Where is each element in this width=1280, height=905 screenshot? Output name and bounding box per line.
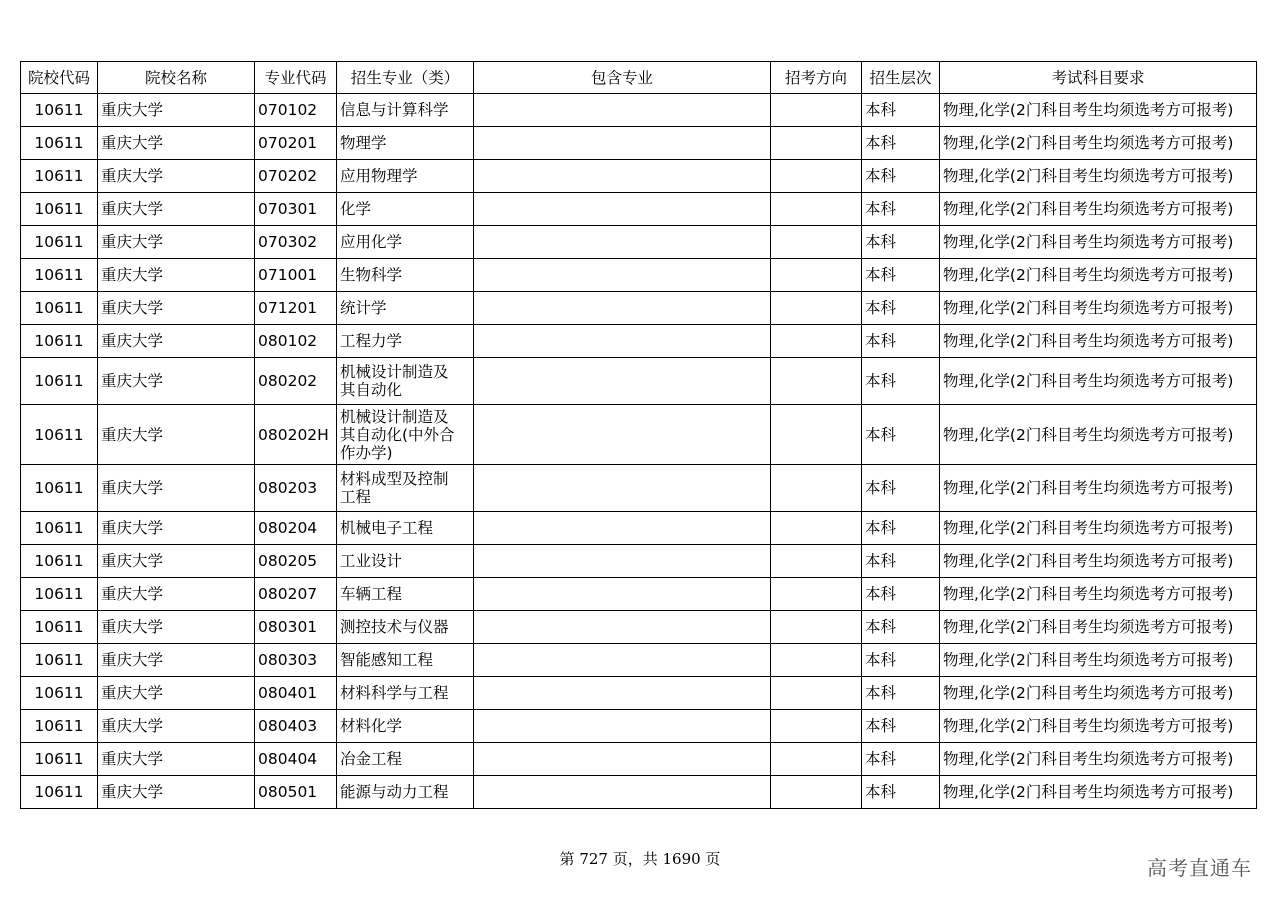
cell-subject-requirements: 物理,化学(2门科目考生均须选考方可报考) bbox=[940, 545, 1257, 578]
cell-major-name: 能源与动力工程 bbox=[337, 776, 474, 809]
cell-major-name: 应用化学 bbox=[337, 226, 474, 259]
cell-included-majors bbox=[474, 512, 771, 545]
cell-major-code: 080202 bbox=[255, 358, 337, 405]
cell-direction bbox=[771, 512, 862, 545]
cell-major-code: 080205 bbox=[255, 545, 337, 578]
cell-school-name: 重庆大学 bbox=[98, 94, 255, 127]
cell-subject-requirements: 物理,化学(2门科目考生均须选考方可报考) bbox=[940, 325, 1257, 358]
cell-school-name: 重庆大学 bbox=[98, 611, 255, 644]
cell-subject-requirements: 物理,化学(2门科目考生均须选考方可报考) bbox=[940, 512, 1257, 545]
table-row bbox=[21, 193, 1257, 226]
cell-school-code: 10611 bbox=[21, 358, 98, 405]
table-header-row bbox=[21, 62, 1257, 94]
cell-school-name: 重庆大学 bbox=[98, 776, 255, 809]
cell-included-majors bbox=[474, 644, 771, 677]
cell-subject-requirements: 物理,化学(2门科目考生均须选考方可报考) bbox=[940, 358, 1257, 405]
header-direction: 招考方向 bbox=[771, 62, 862, 94]
cell-major-code: 070202 bbox=[255, 160, 337, 193]
cell-school-name: 重庆大学 bbox=[98, 325, 255, 358]
cell-school-code: 10611 bbox=[21, 677, 98, 710]
table-row bbox=[21, 465, 1257, 512]
cell-major-name: 机械电子工程 bbox=[337, 512, 474, 545]
cell-level: 本科 bbox=[862, 193, 940, 226]
cell-included-majors bbox=[474, 193, 771, 226]
cell-direction bbox=[771, 677, 862, 710]
cell-included-majors bbox=[474, 405, 771, 465]
cell-included-majors bbox=[474, 259, 771, 292]
cell-school-name: 重庆大学 bbox=[98, 193, 255, 226]
cell-school-name: 重庆大学 bbox=[98, 545, 255, 578]
table-row bbox=[21, 405, 1257, 465]
table-row bbox=[21, 677, 1257, 710]
header-school-code: 院校代码 bbox=[21, 62, 98, 94]
cell-school-name: 重庆大学 bbox=[98, 578, 255, 611]
table-row bbox=[21, 578, 1257, 611]
cell-included-majors bbox=[474, 160, 771, 193]
cell-level: 本科 bbox=[862, 465, 940, 512]
cell-major-name: 信息与计算科学 bbox=[337, 94, 474, 127]
cell-subject-requirements: 物理,化学(2门科目考生均须选考方可报考) bbox=[940, 465, 1257, 512]
cell-level: 本科 bbox=[862, 127, 940, 160]
cell-school-name: 重庆大学 bbox=[98, 405, 255, 465]
cell-school-name: 重庆大学 bbox=[98, 710, 255, 743]
cell-major-code: 080404 bbox=[255, 743, 337, 776]
cell-level: 本科 bbox=[862, 94, 940, 127]
cell-major-code: 070102 bbox=[255, 94, 337, 127]
cell-school-code: 10611 bbox=[21, 512, 98, 545]
cell-major-name: 工业设计 bbox=[337, 545, 474, 578]
cell-subject-requirements: 物理,化学(2门科目考生均须选考方可报考) bbox=[940, 644, 1257, 677]
header-level: 招生层次 bbox=[862, 62, 940, 94]
cell-school-name: 重庆大学 bbox=[98, 743, 255, 776]
cell-direction bbox=[771, 776, 862, 809]
cell-included-majors bbox=[474, 545, 771, 578]
cell-direction bbox=[771, 226, 862, 259]
cell-subject-requirements: 物理,化学(2门科目考生均须选考方可报考) bbox=[940, 259, 1257, 292]
table-row bbox=[21, 160, 1257, 193]
cell-major-name: 统计学 bbox=[337, 292, 474, 325]
cell-school-name: 重庆大学 bbox=[98, 160, 255, 193]
cell-school-code: 10611 bbox=[21, 710, 98, 743]
table-row bbox=[21, 259, 1257, 292]
cell-major-name: 材料成型及控制 工程 bbox=[337, 465, 474, 512]
cell-direction bbox=[771, 545, 862, 578]
cell-subject-requirements: 物理,化学(2门科目考生均须选考方可报考) bbox=[940, 710, 1257, 743]
cell-direction bbox=[771, 465, 862, 512]
cell-direction bbox=[771, 259, 862, 292]
cell-major-code: 080403 bbox=[255, 710, 337, 743]
table-row bbox=[21, 325, 1257, 358]
cell-major-name: 应用物理学 bbox=[337, 160, 474, 193]
cell-subject-requirements: 物理,化学(2门科目考生均须选考方可报考) bbox=[940, 226, 1257, 259]
cell-included-majors bbox=[474, 611, 771, 644]
cell-school-name: 重庆大学 bbox=[98, 226, 255, 259]
cell-direction bbox=[771, 578, 862, 611]
header-major-code: 专业代码 bbox=[255, 62, 337, 94]
table-row bbox=[21, 545, 1257, 578]
cell-direction bbox=[771, 743, 862, 776]
cell-school-code: 10611 bbox=[21, 644, 98, 677]
cell-included-majors bbox=[474, 743, 771, 776]
cell-school-code: 10611 bbox=[21, 226, 98, 259]
cell-included-majors bbox=[474, 776, 771, 809]
cell-school-code: 10611 bbox=[21, 776, 98, 809]
cell-direction bbox=[771, 611, 862, 644]
cell-subject-requirements: 物理,化学(2门科目考生均须选考方可报考) bbox=[940, 776, 1257, 809]
cell-included-majors bbox=[474, 358, 771, 405]
cell-direction bbox=[771, 292, 862, 325]
table-row bbox=[21, 512, 1257, 545]
cell-direction bbox=[771, 710, 862, 743]
table-row bbox=[21, 358, 1257, 405]
cell-school-code: 10611 bbox=[21, 465, 98, 512]
cell-level: 本科 bbox=[862, 160, 940, 193]
cell-major-code: 080301 bbox=[255, 611, 337, 644]
cell-major-code: 070302 bbox=[255, 226, 337, 259]
cell-level: 本科 bbox=[862, 710, 940, 743]
cell-major-name: 冶金工程 bbox=[337, 743, 474, 776]
cell-direction bbox=[771, 193, 862, 226]
cell-school-code: 10611 bbox=[21, 160, 98, 193]
table-row bbox=[21, 292, 1257, 325]
cell-major-name: 机械设计制造及 其自动化 bbox=[337, 358, 474, 405]
cell-school-name: 重庆大学 bbox=[98, 465, 255, 512]
cell-major-code: 070201 bbox=[255, 127, 337, 160]
cell-included-majors bbox=[474, 94, 771, 127]
table-row bbox=[21, 743, 1257, 776]
cell-level: 本科 bbox=[862, 226, 940, 259]
cell-included-majors bbox=[474, 127, 771, 160]
cell-major-code: 080207 bbox=[255, 578, 337, 611]
table-body bbox=[21, 94, 1257, 809]
cell-level: 本科 bbox=[862, 259, 940, 292]
cell-direction bbox=[771, 160, 862, 193]
cell-included-majors bbox=[474, 325, 771, 358]
cell-school-name: 重庆大学 bbox=[98, 259, 255, 292]
cell-subject-requirements: 物理,化学(2门科目考生均须选考方可报考) bbox=[940, 292, 1257, 325]
cell-school-name: 重庆大学 bbox=[98, 358, 255, 405]
cell-school-code: 10611 bbox=[21, 743, 98, 776]
cell-school-code: 10611 bbox=[21, 193, 98, 226]
cell-school-code: 10611 bbox=[21, 292, 98, 325]
cell-school-name: 重庆大学 bbox=[98, 644, 255, 677]
cell-level: 本科 bbox=[862, 677, 940, 710]
cell-major-name: 智能感知工程 bbox=[337, 644, 474, 677]
header-subject-requirements: 考试科目要求 bbox=[940, 62, 1257, 94]
cell-school-code: 10611 bbox=[21, 405, 98, 465]
header-major-name: 招生专业（类） bbox=[337, 62, 474, 94]
cell-level: 本科 bbox=[862, 358, 940, 405]
cell-major-name: 材料化学 bbox=[337, 710, 474, 743]
cell-major-name: 机械设计制造及 其自动化(中外合 作办学) bbox=[337, 405, 474, 465]
cell-direction bbox=[771, 358, 862, 405]
cell-level: 本科 bbox=[862, 512, 940, 545]
cell-major-name: 车辆工程 bbox=[337, 578, 474, 611]
cell-included-majors bbox=[474, 292, 771, 325]
cell-subject-requirements: 物理,化学(2门科目考生均须选考方可报考) bbox=[940, 611, 1257, 644]
cell-school-code: 10611 bbox=[21, 259, 98, 292]
cell-subject-requirements: 物理,化学(2门科目考生均须选考方可报考) bbox=[940, 405, 1257, 465]
table-row bbox=[21, 94, 1257, 127]
cell-subject-requirements: 物理,化学(2门科目考生均须选考方可报考) bbox=[940, 578, 1257, 611]
cell-direction bbox=[771, 325, 862, 358]
cell-level: 本科 bbox=[862, 545, 940, 578]
cell-major-code: 080401 bbox=[255, 677, 337, 710]
cell-school-name: 重庆大学 bbox=[98, 127, 255, 160]
cell-subject-requirements: 物理,化学(2门科目考生均须选考方可报考) bbox=[940, 94, 1257, 127]
cell-direction bbox=[771, 94, 862, 127]
page-number: 第 727 页，共 1690 页 bbox=[559, 850, 721, 868]
cell-subject-requirements: 物理,化学(2门科目考生均须选考方可报考) bbox=[940, 160, 1257, 193]
cell-major-name: 生物科学 bbox=[337, 259, 474, 292]
cell-subject-requirements: 物理,化学(2门科目考生均须选考方可报考) bbox=[940, 677, 1257, 710]
cell-major-name: 工程力学 bbox=[337, 325, 474, 358]
cell-major-code: 071201 bbox=[255, 292, 337, 325]
cell-school-name: 重庆大学 bbox=[98, 677, 255, 710]
cell-level: 本科 bbox=[862, 405, 940, 465]
cell-included-majors bbox=[474, 710, 771, 743]
cell-major-code: 080501 bbox=[255, 776, 337, 809]
cell-major-name: 材料科学与工程 bbox=[337, 677, 474, 710]
cell-level: 本科 bbox=[862, 743, 940, 776]
cell-major-name: 物理学 bbox=[337, 127, 474, 160]
cell-level: 本科 bbox=[862, 611, 940, 644]
cell-direction bbox=[771, 644, 862, 677]
cell-major-code: 070301 bbox=[255, 193, 337, 226]
cell-school-code: 10611 bbox=[21, 127, 98, 160]
cell-major-code: 080303 bbox=[255, 644, 337, 677]
cell-major-name: 化学 bbox=[337, 193, 474, 226]
cell-school-code: 10611 bbox=[21, 94, 98, 127]
cell-major-code: 080204 bbox=[255, 512, 337, 545]
table-row bbox=[21, 710, 1257, 743]
cell-school-code: 10611 bbox=[21, 611, 98, 644]
cell-direction bbox=[771, 405, 862, 465]
cell-school-code: 10611 bbox=[21, 578, 98, 611]
cell-major-code: 080202H bbox=[255, 405, 337, 465]
cell-level: 本科 bbox=[862, 578, 940, 611]
cell-school-name: 重庆大学 bbox=[98, 292, 255, 325]
cell-level: 本科 bbox=[862, 776, 940, 809]
cell-subject-requirements: 物理,化学(2门科目考生均须选考方可报考) bbox=[940, 127, 1257, 160]
table-row bbox=[21, 226, 1257, 259]
table-row bbox=[21, 644, 1257, 677]
cell-included-majors bbox=[474, 465, 771, 512]
cell-included-majors bbox=[474, 226, 771, 259]
cell-major-code: 071001 bbox=[255, 259, 337, 292]
cell-major-code: 080203 bbox=[255, 465, 337, 512]
cell-school-code: 10611 bbox=[21, 545, 98, 578]
cell-school-code: 10611 bbox=[21, 325, 98, 358]
watermark-logo: 高考直通车 bbox=[1147, 856, 1252, 880]
cell-subject-requirements: 物理,化学(2门科目考生均须选考方可报考) bbox=[940, 193, 1257, 226]
cell-level: 本科 bbox=[862, 325, 940, 358]
table-row bbox=[21, 127, 1257, 160]
cell-direction bbox=[771, 127, 862, 160]
cell-subject-requirements: 物理,化学(2门科目考生均须选考方可报考) bbox=[940, 743, 1257, 776]
cell-included-majors bbox=[474, 677, 771, 710]
cell-level: 本科 bbox=[862, 292, 940, 325]
table-row bbox=[21, 776, 1257, 809]
cell-level: 本科 bbox=[862, 644, 940, 677]
cell-school-name: 重庆大学 bbox=[98, 512, 255, 545]
cell-major-name: 测控技术与仪器 bbox=[337, 611, 474, 644]
table-row bbox=[21, 611, 1257, 644]
header-school-name: 院校名称 bbox=[98, 62, 255, 94]
header-included-majors: 包含专业 bbox=[474, 62, 771, 94]
admissions-table bbox=[20, 61, 1257, 809]
cell-major-code: 080102 bbox=[255, 325, 337, 358]
cell-included-majors bbox=[474, 578, 771, 611]
